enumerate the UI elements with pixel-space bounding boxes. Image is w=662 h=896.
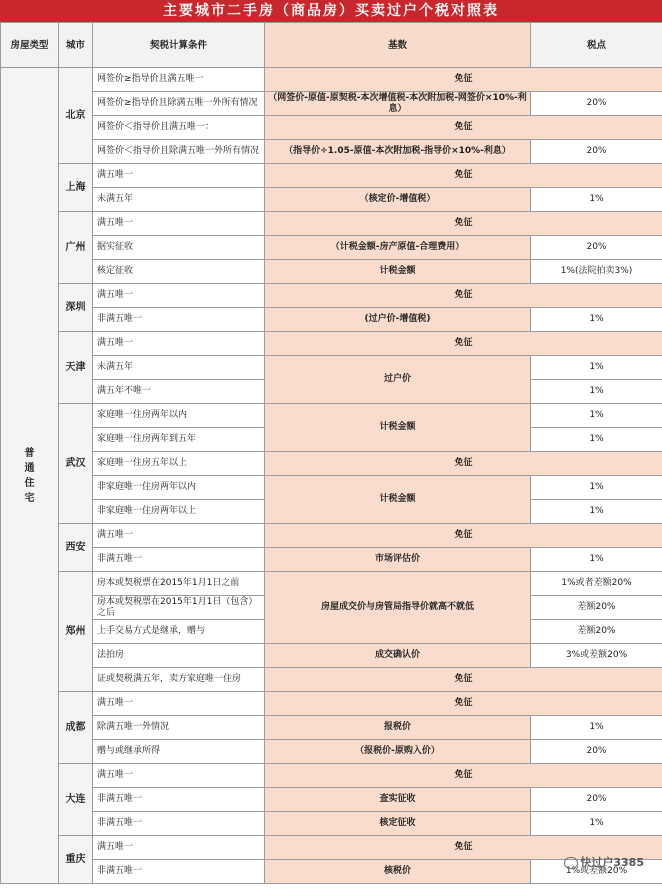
table-row — [1, 716, 662, 740]
rate-cell: 3%或差额20% — [531, 644, 662, 668]
header-type: 房屋类型 — [1, 23, 59, 68]
rate-cell: 20% — [531, 788, 662, 812]
condition-cell: 未满五年 — [93, 356, 265, 380]
header-row — [1, 23, 662, 68]
condition-cell: 家庭唯一住房两年以内 — [93, 404, 265, 428]
table-row — [1, 356, 662, 380]
condition-cell: 据实征收 — [93, 236, 265, 260]
rate-cell: 1% — [531, 500, 662, 524]
base-cell: 免征 — [265, 332, 662, 356]
base-cell: 免征 — [265, 668, 662, 692]
city-beijing: 北京 — [59, 68, 93, 164]
condition-cell: 满五唯一 — [93, 836, 265, 860]
condition-cell: 非满五唯一 — [93, 788, 265, 812]
base-cell: 免征 — [265, 116, 662, 140]
condition-cell: 网签价＜指导价且满五唯一： — [93, 116, 265, 140]
city-tianjin: 天津 — [59, 332, 93, 404]
condition-cell: 家庭唯一住房五年以上 — [93, 452, 265, 476]
city-dalian: 大连 — [59, 764, 93, 836]
table-row — [1, 284, 662, 308]
table-row — [1, 476, 662, 500]
base-cell: （计税金额-房产原值-合理费用） — [265, 236, 531, 260]
rate-cell: 20% — [531, 236, 662, 260]
rate-cell: 20% — [531, 740, 662, 764]
table-row — [1, 164, 662, 188]
table-row — [1, 68, 662, 92]
condition-cell: 非家庭唯一住房两年以内 — [93, 476, 265, 500]
rate-cell: 1% — [531, 308, 662, 332]
rate-cell: 1% — [531, 716, 662, 740]
rate-cell: 1%或差额20% — [531, 860, 662, 884]
condition-cell: 非家庭唯一住房两年以上 — [93, 500, 265, 524]
base-cell: 免征 — [265, 284, 662, 308]
base-cell: 成交确认价 — [265, 644, 531, 668]
condition-cell: 非满五唯一 — [93, 860, 265, 884]
rate-cell: 1% — [531, 380, 662, 404]
table-row — [1, 812, 662, 836]
city-chengdu: 成都 — [59, 692, 93, 764]
condition-cell: 法拍房 — [93, 644, 265, 668]
condition-cell: 证或契税满五年，卖方家庭唯一住房 — [93, 668, 265, 692]
base-cell: 免征 — [265, 692, 662, 716]
condition-cell: 非满五唯一 — [93, 308, 265, 332]
rate-cell: 20% — [531, 140, 662, 164]
condition-cell: 满五唯一 — [93, 164, 265, 188]
table-row — [1, 92, 662, 116]
table-row — [1, 524, 662, 548]
city-shanghai: 上海 — [59, 164, 93, 212]
base-cell: （核定价-增值税） — [265, 188, 531, 212]
base-cell: (过户价-增值税) — [265, 308, 531, 332]
table-row — [1, 260, 662, 284]
base-cell: 市场评估价 — [265, 548, 531, 572]
base-cell: 核定征收 — [265, 812, 531, 836]
rate-cell: 差额20% — [531, 596, 662, 620]
condition-cell: 赠与或继承所得 — [93, 740, 265, 764]
city-wuhan: 武汉 — [59, 404, 93, 524]
base-cell: 免征 — [265, 524, 662, 548]
city-zhengzhou: 郑州 — [59, 572, 93, 692]
header-city: 城市 — [59, 23, 93, 68]
header-rate: 税点 — [531, 23, 662, 68]
base-cell: 免征 — [265, 836, 662, 860]
condition-cell: 满五唯一 — [93, 332, 265, 356]
condition-cell: 未满五年 — [93, 188, 265, 212]
table-row — [1, 548, 662, 572]
table-row — [1, 860, 662, 884]
condition-cell: 家庭唯一住房两年到五年 — [93, 428, 265, 452]
city-chongqing: 重庆 — [59, 836, 93, 884]
table-row — [1, 188, 662, 212]
rate-cell: 1% — [531, 356, 662, 380]
table-row — [1, 692, 662, 716]
house-type-label: 普通住宅 — [24, 447, 35, 504]
page-title: 主要城市二手房（商品房）买卖过户个税对照表 — [0, 0, 662, 22]
wechat-icon — [564, 857, 578, 869]
watermark-text: 快过户3385 — [580, 856, 644, 869]
condition-cell: 非满五唯一 — [93, 812, 265, 836]
condition-cell: 满五唯一 — [93, 764, 265, 788]
table-row — [1, 404, 662, 428]
base-cell: 计税金额 — [265, 404, 531, 452]
base-cell: 免征 — [265, 68, 662, 92]
base-cell: 查实征收 — [265, 788, 531, 812]
condition-cell: 满五唯一 — [93, 284, 265, 308]
condition-cell: 网签价≥指导价且满五唯一 — [93, 68, 265, 92]
condition-cell: 满五唯一 — [93, 212, 265, 236]
rate-cell: 1% — [531, 188, 662, 212]
rate-cell: 差额20% — [531, 620, 662, 644]
condition-cell: 非满五唯一 — [93, 548, 265, 572]
table-row — [1, 668, 662, 692]
base-cell: （报税价-原购入价） — [265, 740, 531, 764]
condition-cell: 核定征收 — [93, 260, 265, 284]
rate-cell: 1%(法院拍卖3%) — [531, 260, 662, 284]
condition-cell: 满五唯一 — [93, 692, 265, 716]
condition-cell: 房本或契税票在2015年1月1日之前 — [93, 572, 265, 596]
city-xian: 西安 — [59, 524, 93, 572]
base-cell: 计税金额 — [265, 260, 531, 284]
base-cell: 免征 — [265, 764, 662, 788]
table-row — [1, 572, 662, 596]
table-row — [1, 740, 662, 764]
table-row — [1, 332, 662, 356]
table-row — [1, 788, 662, 812]
table-row — [1, 308, 662, 332]
condition-cell: 网签价≥指导价且除满五唯一外所有情况 — [93, 92, 265, 116]
condition-cell: 除满五唯一外情况 — [93, 716, 265, 740]
rate-cell: 1% — [531, 548, 662, 572]
base-cell: 房屋成交价与房管局指导价就高不就低 — [265, 572, 531, 644]
base-cell: 核税价 — [265, 860, 531, 884]
house-type-cell — [1, 68, 59, 884]
table-row — [1, 212, 662, 236]
condition-cell: 网签价＜指导价且除满五唯一外所有情况 — [93, 140, 265, 164]
table-row — [1, 644, 662, 668]
condition-cell: 上手交易方式是继承，赠与 — [93, 620, 265, 644]
rate-cell: 1% — [531, 476, 662, 500]
condition-cell: 满五唯一 — [93, 524, 265, 548]
rate-cell: 1% — [531, 428, 662, 452]
rate-cell: 1% — [531, 812, 662, 836]
base-cell: 免征 — [265, 452, 662, 476]
rate-cell: 1% — [531, 404, 662, 428]
condition-cell: 房本或契税票在2015年1月1日（包含）之后 — [93, 596, 265, 620]
tax-table — [0, 22, 662, 884]
watermark — [564, 854, 644, 870]
base-cell: （网签价-原值-原契税-本次增值税-本次附加税-网签价×10%-利息） — [265, 92, 531, 116]
base-cell: 免征 — [265, 164, 662, 188]
base-cell: （指导价÷1.05-原值-本次附加税-指导价×10%-利息） — [265, 140, 531, 164]
rate-cell: 1%或者差额20% — [531, 572, 662, 596]
table-row — [1, 236, 662, 260]
base-cell: 免征 — [265, 212, 662, 236]
header-base: 基数 — [265, 23, 531, 68]
table-row — [1, 764, 662, 788]
table-row — [1, 452, 662, 476]
base-cell: 报税价 — [265, 716, 531, 740]
table-row — [1, 836, 662, 860]
base-cell: 过户价 — [265, 356, 531, 404]
base-cell: 计税金额 — [265, 476, 531, 524]
table-row — [1, 140, 662, 164]
rate-cell: 20% — [531, 92, 662, 116]
table-row — [1, 116, 662, 140]
city-shenzhen: 深圳 — [59, 284, 93, 332]
header-condition: 契税计算条件 — [93, 23, 265, 68]
city-guangzhou: 广州 — [59, 212, 93, 284]
condition-cell: 满五年不唯一 — [93, 380, 265, 404]
